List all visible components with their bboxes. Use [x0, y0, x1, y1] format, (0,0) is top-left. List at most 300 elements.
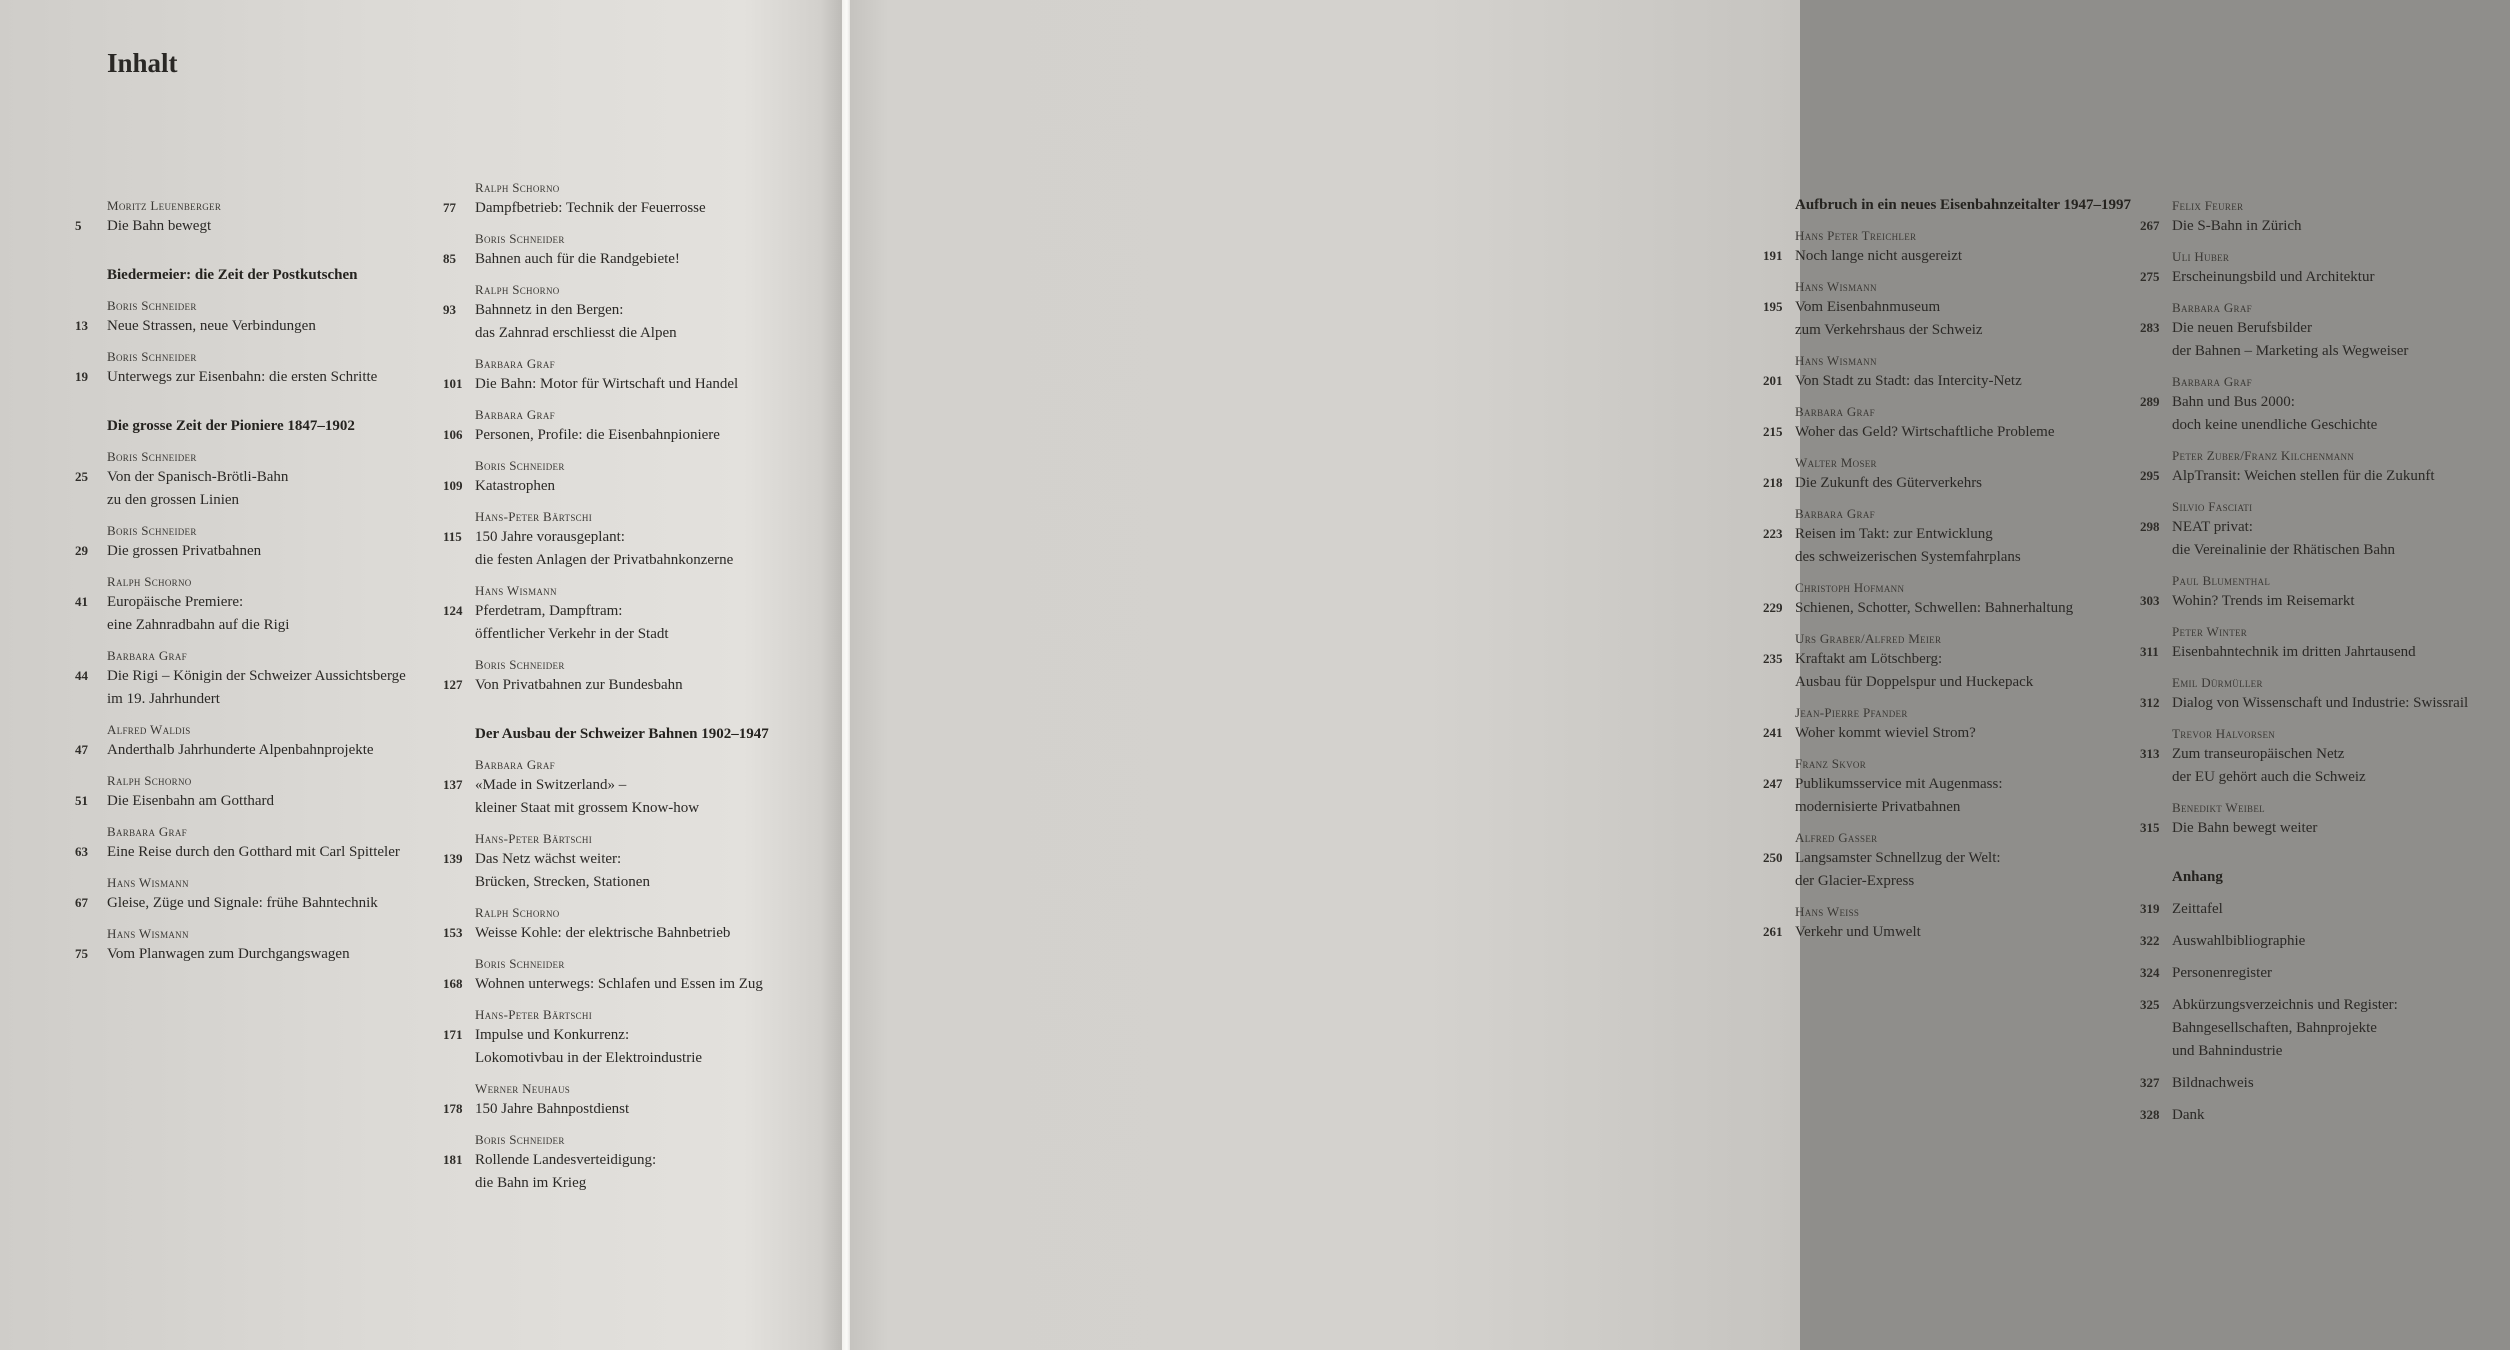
entry-line	[75, 739, 445, 762]
entry-author: Moritz Leuenberger	[107, 198, 222, 213]
page-number: 322	[2140, 933, 2160, 948]
entry-title: Dank	[2172, 1107, 2205, 1123]
entry-author: Peter Zuber/Franz Kilchenmann	[2172, 448, 2355, 463]
page-number: 289	[2140, 394, 2160, 409]
entry-title: 150 Jahre vorausgeplant:	[475, 529, 625, 545]
section-heading: Anhang	[2172, 869, 2223, 885]
toc-entry	[2140, 724, 2510, 789]
entry-title: Gleise, Züge und Signale: frühe Bahntechnik	[107, 895, 378, 911]
section-heading: Die grosse Zeit der Pioniere 1847–1902	[107, 418, 355, 434]
entry-line	[75, 466, 445, 489]
page-number: 195	[1763, 299, 1783, 314]
entry-line	[1763, 773, 2133, 796]
toc-entry	[1763, 226, 2133, 268]
entry-line	[75, 540, 445, 563]
toc-entry	[1763, 754, 2133, 819]
entry-title: Auswahlbibliographie	[2172, 933, 2306, 949]
entry-title: Die Bahn: Motor für Wirtschaft und Handel	[475, 376, 739, 392]
entry-author: Franz Skvor	[1795, 756, 1867, 771]
entry-author: Hans Wismann	[1795, 279, 1877, 294]
entry-title: Die Zukunft des Güterverkehrs	[1795, 475, 1983, 491]
toc-entry	[2140, 247, 2510, 289]
toc-entry	[2140, 930, 2510, 953]
toc-entry	[2140, 962, 2510, 985]
entry-line	[443, 1098, 813, 1121]
entry-title: Zum transeuropäischen Netz	[2172, 746, 2345, 762]
entry-line	[2140, 692, 2510, 715]
page-number: 229	[1763, 600, 1783, 615]
entry-line	[1763, 523, 2133, 546]
entry-line	[1763, 370, 2133, 393]
entry-title: und Bahnindustrie	[2172, 1043, 2283, 1059]
entry-author: Trevor Halvorsen	[2172, 726, 2276, 741]
page-number: 295	[2140, 468, 2160, 483]
entry-author: Barbara Graf	[475, 757, 555, 772]
page-number: 139	[443, 851, 463, 866]
entry-title: Personenregister	[2172, 965, 2272, 981]
entry-line	[1763, 245, 2133, 268]
toc-entry	[2140, 622, 2510, 664]
toc-entry	[2140, 446, 2510, 488]
entry-line	[2140, 414, 2510, 437]
page-number: 51	[75, 793, 88, 808]
toc-entry	[1763, 453, 2133, 495]
entry-line	[443, 197, 813, 220]
entry-title: Abkürzungsverzeichnis und Register:	[2172, 997, 2398, 1013]
entry-author: Hans Wismann	[107, 926, 189, 941]
page-number: 313	[2140, 746, 2160, 761]
entry-line	[75, 591, 445, 614]
entry-author: Peter Winter	[2172, 624, 2248, 639]
entry-title: die Vereinalinie der Rhätischen Bahn	[2172, 542, 2395, 558]
toc-entry	[443, 405, 813, 447]
entry-line	[2140, 340, 2510, 363]
page-number: 63	[75, 844, 88, 859]
entry-line	[1763, 421, 2133, 444]
toc-entry	[1763, 504, 2133, 569]
entry-author: Boris Schneider	[475, 458, 565, 473]
entry-author: Werner Neuhaus	[475, 1081, 571, 1096]
entry-author: Christoph Hofmann	[1795, 580, 1905, 595]
toc-entry	[2140, 372, 2510, 437]
right-page	[850, 0, 2469, 1350]
toc-entry	[443, 954, 813, 996]
page-number: 29	[75, 543, 88, 558]
toc-entry	[443, 178, 813, 220]
entry-title: Das Netz wächst weiter:	[475, 851, 622, 867]
entry-title: Katastrophen	[475, 478, 555, 494]
toc-entry	[75, 822, 445, 864]
toc-entry	[443, 1079, 813, 1121]
section-heading: Aufbruch in ein neues Eisenbahnzeitalter 1947–1997	[1795, 197, 2131, 213]
toc-column-4	[2140, 196, 2510, 1136]
toc-entry	[1763, 402, 2133, 444]
entry-title: Brücken, Strecken, Stationen	[475, 874, 650, 890]
page-number: 223	[1763, 526, 1783, 541]
entry-title: öffentlicher Verkehr in der Stadt	[475, 626, 669, 642]
entry-title: zum Verkehrshaus der Schweiz	[1795, 322, 1983, 338]
entry-title: Dampfbetrieb: Technik der Feuerrosse	[475, 200, 706, 216]
toc-entry	[75, 196, 445, 238]
entry-title: modernisierte Privatbahnen	[1795, 799, 1961, 815]
entry-author: Barbara Graf	[107, 648, 187, 663]
entry-title: zu den grossen Linien	[107, 492, 240, 508]
entry-line	[443, 526, 813, 549]
entry-title: Kraftakt am Lötschberg:	[1795, 651, 1943, 667]
entry-line	[443, 1047, 813, 1070]
entry-title: Verkehr und Umwelt	[1795, 924, 1921, 940]
page-number: 241	[1763, 725, 1783, 740]
entry-line	[1763, 870, 2133, 893]
page-number: 127	[443, 677, 463, 692]
page-title: Inhalt	[107, 48, 178, 78]
entry-line	[2140, 962, 2510, 985]
entry-line	[443, 1149, 813, 1172]
entry-line	[2140, 994, 2510, 1017]
entry-title: Lokomotivbau in der Elektroindustrie	[475, 1050, 703, 1066]
page-number: 168	[443, 976, 463, 991]
entry-author: Hans Wismann	[1795, 353, 1877, 368]
toc-column-1	[75, 196, 445, 975]
page-number: 44	[75, 668, 88, 683]
entry-title: Bahnnetz in den Bergen:	[475, 302, 624, 318]
entry-title: Die grossen Privatbahnen	[107, 543, 262, 559]
page-number: 13	[75, 318, 88, 333]
entry-line	[443, 871, 813, 894]
entry-author: Boris Schneider	[475, 657, 565, 672]
page-number: 283	[2140, 320, 2160, 335]
entry-line	[75, 688, 445, 711]
entry-author: Barbara Graf	[1795, 506, 1875, 521]
page-number: 215	[1763, 424, 1783, 439]
entry-line	[75, 892, 445, 915]
entry-title: Unterwegs zur Eisenbahn: die ersten Schritte	[107, 369, 378, 385]
entry-author: Boris Schneider	[107, 449, 197, 464]
entry-title: Neue Strassen, neue Verbindungen	[107, 318, 316, 334]
entry-author: Hans Wismann	[107, 875, 189, 890]
entry-title: kleiner Staat mit grossem Know-how	[475, 800, 700, 816]
entry-title: Die Rigi – Königin der Schweizer Aussichtsberge	[107, 668, 406, 684]
entry-line	[1763, 722, 2133, 745]
page-number: 124	[443, 603, 463, 618]
entry-title: Ausbau für Doppelspur und Huckepack	[1795, 674, 2034, 690]
section-heading: Der Ausbau der Schweizer Bahnen 1902–1947	[475, 726, 769, 742]
entry-author: Barbara Graf	[107, 824, 187, 839]
entry-line	[1763, 847, 2133, 870]
entry-author: Ralph Schorno	[107, 773, 192, 788]
entry-line	[2140, 465, 2510, 488]
entry-line	[2140, 1104, 2510, 1127]
toc-entry	[443, 280, 813, 345]
entry-title: Bahnen auch für die Randgebiete!	[475, 251, 680, 267]
entry-line	[2140, 1017, 2510, 1040]
entry-author: Alfred Waldis	[107, 722, 191, 737]
toc-entry	[443, 655, 813, 697]
entry-author: Ralph Schorno	[475, 180, 560, 195]
page-number: 77	[443, 200, 456, 215]
entry-line	[2140, 930, 2510, 953]
toc-entry	[75, 447, 445, 512]
entry-title: Bildnachweis	[2172, 1075, 2254, 1091]
page-number: 325	[2140, 997, 2160, 1012]
toc-entry	[2140, 196, 2510, 238]
entry-title: Bahngesellschaften, Bahnprojekte	[2172, 1020, 2377, 1036]
entry-line	[75, 943, 445, 966]
entry-line	[443, 973, 813, 996]
entry-title: Von Privatbahnen zur Bundesbahn	[475, 677, 683, 693]
entry-author: Alfred Gasser	[1795, 830, 1878, 845]
page-number: 181	[443, 1152, 463, 1167]
entry-line	[443, 600, 813, 623]
entry-title: doch keine unendliche Geschichte	[2172, 417, 2378, 433]
page-number: 275	[2140, 269, 2160, 284]
entry-title: NEAT privat:	[2172, 519, 2253, 535]
page-number: 106	[443, 427, 463, 442]
entry-title: Noch lange nicht ausgereizt	[1795, 248, 1963, 264]
entry-line	[443, 922, 813, 945]
entry-title: Wohnen unterwegs: Schlafen und Essen im Zug	[475, 976, 763, 992]
page-number: 267	[2140, 218, 2160, 233]
toc-entry	[443, 903, 813, 945]
entry-title: Dialog von Wissenschaft und Industrie: Swissrail	[2172, 695, 2469, 711]
entry-title: des schweizerischen Systemfahrplans	[1795, 549, 2021, 565]
entry-author: Boris Schneider	[475, 956, 565, 971]
entry-title: Weisse Kohle: der elektrische Bahnbetrieb	[475, 925, 731, 941]
toc-entry	[1763, 351, 2133, 393]
entry-line	[1763, 921, 2133, 944]
entry-title: Die Bahn bewegt	[107, 218, 212, 234]
toc-entry	[2140, 898, 2510, 921]
entry-line	[443, 424, 813, 447]
toc-entry	[2140, 673, 2510, 715]
toc-entry	[2140, 571, 2510, 613]
entry-title: Eisenbahntechnik im dritten Jahrtausend	[2172, 644, 2416, 660]
entry-line	[2140, 539, 2510, 562]
entry-line	[2140, 743, 2510, 766]
page-number: 153	[443, 925, 463, 940]
entry-author: Boris Schneider	[475, 231, 565, 246]
page-number: 115	[443, 529, 462, 544]
entry-line	[75, 489, 445, 512]
entry-author: Boris Schneider	[107, 298, 197, 313]
toc-column-2	[443, 178, 813, 1204]
entry-line	[443, 797, 813, 820]
entry-title: Woher das Geld? Wirtschaftliche Probleme	[1795, 424, 2055, 440]
entry-title: die Bahn im Krieg	[475, 1175, 587, 1191]
entry-title: «Made in Switzerland» –	[475, 777, 627, 793]
entry-line	[1763, 296, 2133, 319]
page-number: 327	[2140, 1075, 2160, 1090]
toc-entry	[75, 771, 445, 813]
page-number: 41	[75, 594, 88, 609]
page-number: 319	[2140, 901, 2160, 916]
entry-author: Barbara Graf	[1795, 404, 1875, 419]
toc-entry	[443, 507, 813, 572]
page-number: 312	[2140, 695, 2160, 710]
entry-title: 150 Jahre Bahnpostdienst	[475, 1101, 630, 1117]
left-page	[0, 0, 846, 1350]
entry-title: Von der Spanisch-Brötli-Bahn	[107, 469, 289, 485]
entry-author: Barbara Graf	[475, 407, 555, 422]
entry-line	[1763, 546, 2133, 569]
entry-author: Hans-Peter Bärtschi	[475, 831, 593, 846]
entry-author: Benedikt Weibel	[2172, 800, 2265, 815]
entry-line	[2140, 766, 2510, 789]
page-number: 201	[1763, 373, 1783, 388]
toc-entry	[2140, 1104, 2510, 1127]
page-number: 137	[443, 777, 463, 792]
entry-author: Silvio Fasciati	[2172, 499, 2253, 514]
entry-author: Hans Wismann	[475, 583, 557, 598]
entry-title: Eine Reise durch den Gotthard mit Carl Spitteler	[107, 844, 400, 860]
entry-line	[75, 215, 445, 238]
entry-title: Vom Planwagen zum Durchgangswagen	[107, 946, 350, 962]
entry-author: Ralph Schorno	[475, 905, 560, 920]
entry-author: Felix Feurer	[2172, 198, 2244, 213]
entry-line	[2140, 516, 2510, 539]
page-number: 303	[2140, 593, 2160, 608]
entry-title: Woher kommt wieviel Strom?	[1795, 725, 1976, 741]
entry-title: der EU gehört auch die Schweiz	[2172, 769, 2366, 785]
toc-entry	[75, 572, 445, 637]
section-heading: Biedermeier: die Zeit der Postkutschen	[107, 267, 358, 283]
entry-title: Die Bahn bewegt weiter	[2172, 820, 2318, 836]
entry-author: Hans Weiss	[1795, 904, 1860, 919]
entry-author: Ralph Schorno	[107, 574, 192, 589]
page-number: 178	[443, 1101, 463, 1116]
entry-title: der Bahnen – Marketing als Wegweiser	[2172, 343, 2409, 359]
page-number: 328	[2140, 1107, 2160, 1122]
entry-line	[443, 475, 813, 498]
entry-title: Zeittafel	[2172, 901, 2223, 917]
page-number: 311	[2140, 644, 2159, 659]
entry-title: Langsamster Schnellzug der Welt:	[1795, 850, 2001, 866]
entry-title: das Zahnrad erschliesst die Alpen	[475, 325, 677, 341]
entry-line	[443, 674, 813, 697]
page-number: 235	[1763, 651, 1783, 666]
entry-author: Barbara Graf	[475, 356, 555, 371]
entry-title: Die Eisenbahn am Gotthard	[107, 793, 275, 809]
entry-title: Publikumsservice mit Augenmass:	[1795, 776, 2003, 792]
toc-entry	[1763, 703, 2133, 745]
entry-line	[75, 841, 445, 864]
entry-line	[75, 315, 445, 338]
page-number: 19	[75, 369, 88, 384]
entry-title: Pferdetram, Dampftram:	[475, 603, 623, 619]
page-number: 109	[443, 478, 463, 493]
entry-author: Barbara Graf	[2172, 374, 2252, 389]
entry-line	[1763, 796, 2133, 819]
page-number: 5	[75, 218, 82, 233]
toc-entry	[75, 924, 445, 966]
entry-title: Erscheinungsbild und Architektur	[2172, 269, 2375, 285]
page-number: 315	[2140, 820, 2160, 835]
toc-entry	[1763, 902, 2133, 944]
page-number: 261	[1763, 924, 1783, 939]
entry-author: Boris Schneider	[107, 349, 197, 364]
toc-entry	[1763, 578, 2133, 620]
entry-line	[443, 848, 813, 871]
entry-title: Reisen im Takt: zur Entwicklung	[1795, 526, 1993, 542]
entry-line	[443, 373, 813, 396]
entry-line	[2140, 266, 2510, 289]
entry-author: Paul Blumenthal	[2172, 573, 2271, 588]
page-number: 101	[443, 376, 463, 391]
entry-line	[2140, 590, 2510, 613]
entry-line	[443, 549, 813, 572]
entry-line	[443, 248, 813, 271]
entry-line	[1763, 648, 2133, 671]
toc-entry	[443, 1005, 813, 1070]
entry-title: die festen Anlagen der Privatbahnkonzerne	[475, 552, 734, 568]
entry-line	[2140, 898, 2510, 921]
toc-entry	[75, 873, 445, 915]
toc-entry	[2140, 497, 2510, 562]
entry-title: Die S-Bahn in Zürich	[2172, 218, 2302, 234]
entry-line	[2140, 317, 2510, 340]
entry-line	[2140, 215, 2510, 238]
entry-title: Schienen, Schotter, Schwellen: Bahnerhaltung	[1795, 600, 2074, 616]
entry-line	[75, 790, 445, 813]
entry-author: Walter Moser	[1795, 455, 1877, 470]
page-number: 85	[443, 251, 456, 266]
entry-author: Boris Schneider	[107, 523, 197, 538]
page-number: 324	[2140, 965, 2160, 980]
toc-entry	[75, 347, 445, 389]
entry-line	[443, 1172, 813, 1195]
page-number: 67	[75, 895, 88, 910]
entry-line	[1763, 597, 2133, 620]
entry-author: Boris Schneider	[475, 1132, 565, 1147]
toc-entry	[443, 581, 813, 646]
toc-entry	[2140, 1072, 2510, 1095]
entry-line	[75, 366, 445, 389]
entry-line	[443, 299, 813, 322]
entry-line	[75, 614, 445, 637]
entry-line	[1763, 671, 2133, 694]
toc-entry	[75, 296, 445, 338]
toc-entry	[443, 755, 813, 820]
entry-line	[2140, 391, 2510, 414]
entry-title: Von Stadt zu Stadt: das Intercity-Netz	[1795, 373, 2022, 389]
page-number: 298	[2140, 519, 2160, 534]
entry-title: Bahn und Bus 2000:	[2172, 394, 2295, 410]
entry-line	[443, 623, 813, 646]
entry-line	[2140, 817, 2510, 840]
toc-entry	[443, 456, 813, 498]
toc-entry	[443, 354, 813, 396]
page-number: 93	[443, 302, 456, 317]
page-number: 247	[1763, 776, 1783, 791]
page-number: 25	[75, 469, 88, 484]
page-number: 75	[75, 946, 88, 961]
entry-line	[75, 665, 445, 688]
entry-title: Wohin? Trends im Reisemarkt	[2172, 593, 2355, 609]
entry-author: Barbara Graf	[2172, 300, 2252, 315]
entry-line	[2140, 641, 2510, 664]
entry-author: Emil Dürmüller	[2172, 675, 2263, 690]
page-number: 218	[1763, 475, 1783, 490]
page-number: 171	[443, 1027, 463, 1042]
toc-entry	[2140, 994, 2510, 1063]
toc-entry	[443, 229, 813, 271]
entry-line	[443, 1024, 813, 1047]
entry-author: Hans-Peter Bärtschi	[475, 1007, 593, 1022]
entry-line	[2140, 1040, 2510, 1063]
entry-author: Ralph Schorno	[475, 282, 560, 297]
toc-column-3	[1763, 194, 2133, 953]
page-number: 250	[1763, 850, 1783, 865]
